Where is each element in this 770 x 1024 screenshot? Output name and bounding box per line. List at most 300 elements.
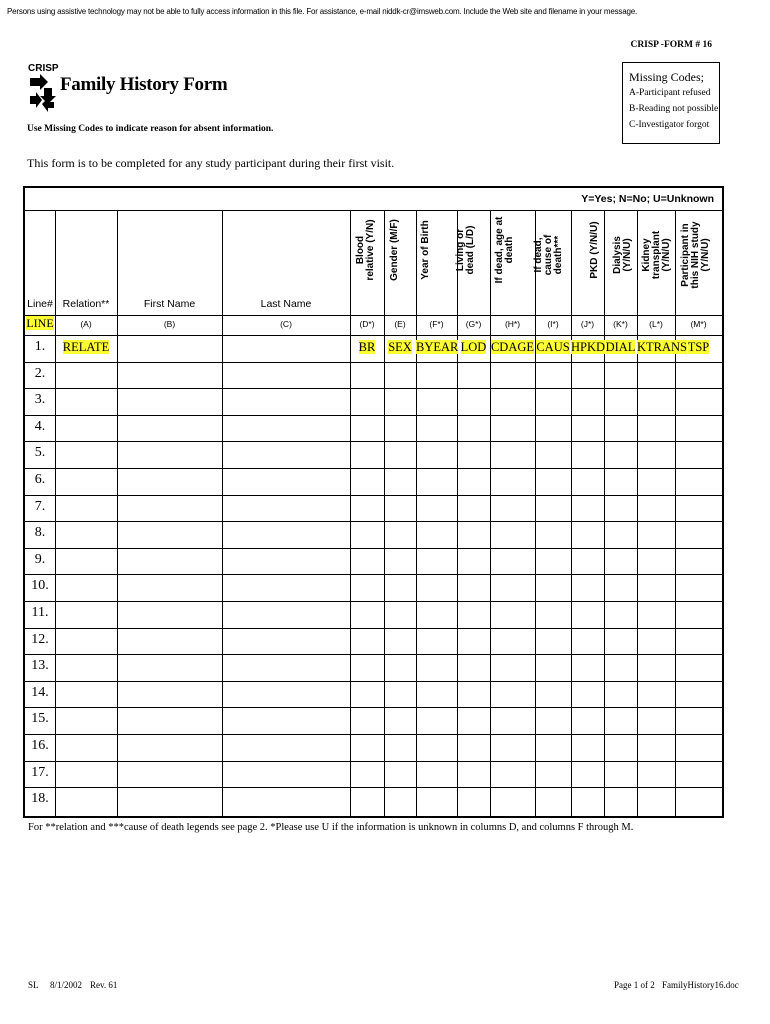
table-cell[interactable] xyxy=(605,496,636,521)
table-cell[interactable] xyxy=(417,735,456,760)
table-cell[interactable] xyxy=(676,416,721,441)
table-cell[interactable] xyxy=(56,469,116,494)
table-cell[interactable] xyxy=(417,602,456,627)
table-cell[interactable] xyxy=(536,708,570,733)
column-code: (L*) xyxy=(649,319,663,329)
table-cell[interactable] xyxy=(605,762,636,787)
table-cell[interactable] xyxy=(676,469,721,494)
table-rule-header xyxy=(25,210,722,211)
table-cell[interactable] xyxy=(118,336,221,361)
table-cell[interactable] xyxy=(458,575,489,600)
table-cell[interactable] xyxy=(638,442,674,467)
table-cell[interactable] xyxy=(676,708,721,733)
table-cell[interactable] xyxy=(385,762,415,787)
table-cell[interactable] xyxy=(351,363,383,388)
header-cause-of-death: If dead, cause of death*** xyxy=(533,234,564,276)
table-cell[interactable] xyxy=(385,629,415,654)
table-cell[interactable] xyxy=(536,629,570,654)
variable-label: DIAL xyxy=(605,340,636,354)
table-cell[interactable] xyxy=(491,629,534,654)
table-cell[interactable] xyxy=(118,496,221,521)
table-cell[interactable] xyxy=(351,549,383,574)
header-first-name: First Name xyxy=(143,298,196,310)
row-number: 11. xyxy=(31,605,49,620)
table-cell[interactable] xyxy=(223,336,349,361)
table-cell[interactable] xyxy=(491,575,534,600)
variable-label: BR xyxy=(358,340,376,354)
table-cell[interactable] xyxy=(223,522,349,547)
table-cell[interactable] xyxy=(118,682,221,707)
table-cell[interactable] xyxy=(351,496,383,521)
table-cell[interactable] xyxy=(417,655,456,680)
logo-text: CRISP xyxy=(28,63,59,74)
table-cell[interactable] xyxy=(572,629,603,654)
table-cell[interactable] xyxy=(676,575,721,600)
footer-sl: SL xyxy=(28,980,39,990)
column-code: (D*) xyxy=(359,319,375,329)
header-kidney-transplant: Kidney transplant (Y/N/U) xyxy=(641,230,672,280)
row-number: 1. xyxy=(34,339,46,354)
table-cell[interactable] xyxy=(351,442,383,467)
table-cell[interactable] xyxy=(605,682,636,707)
table-cell[interactable] xyxy=(458,496,489,521)
table-cell[interactable] xyxy=(572,549,603,574)
missing-codes-instruction: Use Missing Codes to indicate reason for absent information. xyxy=(27,124,274,134)
table-cell[interactable] xyxy=(491,602,534,627)
table-cell[interactable] xyxy=(417,469,456,494)
table-cell[interactable] xyxy=(458,788,489,813)
row-number: 17. xyxy=(31,764,49,780)
table-cell[interactable] xyxy=(491,708,534,733)
column-code: (E) xyxy=(394,319,406,329)
table-cell[interactable] xyxy=(572,682,603,707)
footer-revision: Rev. 61 xyxy=(90,980,118,990)
table-cell[interactable] xyxy=(605,469,636,494)
row-number: 16. xyxy=(31,738,49,753)
table-cell[interactable] xyxy=(118,469,221,494)
table-cell[interactable] xyxy=(458,442,489,467)
variable-name xyxy=(571,340,604,355)
table-cell[interactable] xyxy=(638,416,674,441)
table-cell[interactable] xyxy=(676,788,721,813)
table-cell[interactable] xyxy=(223,708,349,733)
table-cell[interactable] xyxy=(417,363,456,388)
table-cell[interactable] xyxy=(385,389,415,414)
table-cell[interactable] xyxy=(638,682,674,707)
table-cell[interactable] xyxy=(223,682,349,707)
table-cell[interactable] xyxy=(417,708,456,733)
row-number: 3. xyxy=(34,392,46,408)
row-number: 15. xyxy=(31,711,49,727)
table-cell[interactable] xyxy=(223,363,349,388)
table-cell[interactable] xyxy=(458,363,489,388)
missing-code-c: C-Investigator forgot xyxy=(629,120,710,130)
table-cell[interactable] xyxy=(491,416,534,441)
table-cell[interactable] xyxy=(223,788,349,813)
row-number: 10. xyxy=(31,578,49,594)
table-cell[interactable] xyxy=(118,389,221,414)
variable-label: CDAGE xyxy=(490,340,535,354)
table-cell[interactable] xyxy=(385,522,415,547)
table-cell[interactable] xyxy=(536,416,570,441)
table-cell[interactable] xyxy=(385,655,415,680)
table-cell[interactable] xyxy=(351,629,383,654)
table-cell[interactable] xyxy=(605,522,636,547)
table-cell[interactable] xyxy=(491,735,534,760)
table-cell[interactable] xyxy=(572,442,603,467)
header-last-name: Last Name xyxy=(260,298,312,310)
table-cell[interactable] xyxy=(56,389,116,414)
table-cell[interactable] xyxy=(491,389,534,414)
table-cell[interactable] xyxy=(491,549,534,574)
table-cell[interactable] xyxy=(676,602,721,627)
table-cell[interactable] xyxy=(458,416,489,441)
table-cell[interactable] xyxy=(458,735,489,760)
table-cell[interactable] xyxy=(572,416,603,441)
table-cell[interactable] xyxy=(56,762,116,787)
table-cell[interactable] xyxy=(385,575,415,600)
table-cell[interactable] xyxy=(491,363,534,388)
header-participant-nih-study: Participant in this NIH study (Y/N/U) xyxy=(680,221,711,289)
table-cell[interactable] xyxy=(491,788,534,813)
variable-name xyxy=(384,340,416,355)
table-cell[interactable] xyxy=(572,602,603,627)
table-cell[interactable] xyxy=(638,655,674,680)
table-cell[interactable] xyxy=(56,575,116,600)
table-cell[interactable] xyxy=(605,575,636,600)
form-intro: This form is to be completed for any study participant during their first visit. xyxy=(27,156,395,170)
table-cell[interactable] xyxy=(118,602,221,627)
table-cell[interactable] xyxy=(458,549,489,574)
header-line: Line# xyxy=(27,298,53,310)
variable-label: TSP xyxy=(687,340,710,354)
variable-label: RELATE xyxy=(62,340,110,354)
table-cell[interactable] xyxy=(351,389,383,414)
crisp-logo xyxy=(28,63,58,117)
table-cell[interactable] xyxy=(417,442,456,467)
table-cell[interactable] xyxy=(572,708,603,733)
table-cell[interactable] xyxy=(118,762,221,787)
table-cell[interactable] xyxy=(417,629,456,654)
header-dialysis: Dialysis (Y/N/U) xyxy=(612,236,633,274)
table-cell[interactable] xyxy=(351,469,383,494)
table-cell[interactable] xyxy=(676,629,721,654)
table-cell[interactable] xyxy=(223,549,349,574)
logo-arrows-icon xyxy=(28,74,58,114)
table-cell[interactable] xyxy=(56,363,116,388)
table-cell[interactable] xyxy=(638,522,674,547)
table-cell[interactable] xyxy=(351,416,383,441)
table-cell[interactable] xyxy=(417,496,456,521)
footnote: For **relation and ***cause of death legends see page 2. *Please use U if the information is unknown in columns D, and columns F through M. xyxy=(28,822,634,833)
row-number: 14. xyxy=(31,684,49,700)
table-cell[interactable] xyxy=(118,363,221,388)
table-cell[interactable] xyxy=(491,496,534,521)
table-cell[interactable] xyxy=(572,522,603,547)
table-cell[interactable] xyxy=(676,762,721,787)
table-cell[interactable] xyxy=(223,762,349,787)
table-cell[interactable] xyxy=(536,762,570,787)
table-cell[interactable] xyxy=(638,575,674,600)
missing-codes-box xyxy=(622,62,720,144)
table-cell[interactable] xyxy=(223,575,349,600)
table-cell[interactable] xyxy=(417,389,456,414)
table-cell[interactable] xyxy=(458,682,489,707)
column-code: (H*) xyxy=(504,319,521,329)
footer-page: Page 1 of 2 xyxy=(614,980,655,990)
missing-code-a: A-Participant refused xyxy=(629,88,711,98)
table-cell[interactable] xyxy=(676,496,721,521)
variable-name xyxy=(350,340,384,355)
table-cell[interactable] xyxy=(417,522,456,547)
table-cell[interactable] xyxy=(458,708,489,733)
table-cell[interactable] xyxy=(56,602,116,627)
table-cell[interactable] xyxy=(638,788,674,813)
table-cell[interactable] xyxy=(351,788,383,813)
table-cell[interactable] xyxy=(458,629,489,654)
table-cell[interactable] xyxy=(536,788,570,813)
table-cell[interactable] xyxy=(638,708,674,733)
table-cell[interactable] xyxy=(417,549,456,574)
header-pkd: PKD (Y/N/U) xyxy=(589,221,600,279)
table-cell[interactable] xyxy=(223,389,349,414)
missing-code-b: B-Reading not possible xyxy=(629,104,719,114)
table-cell[interactable] xyxy=(118,655,221,680)
table-cell[interactable] xyxy=(351,575,383,600)
variable-name xyxy=(675,340,722,355)
family-history-table xyxy=(23,186,724,818)
table-cell[interactable] xyxy=(638,735,674,760)
table-cell[interactable] xyxy=(638,496,674,521)
table-cell[interactable] xyxy=(56,522,116,547)
table-cell[interactable] xyxy=(572,735,603,760)
table-cell[interactable] xyxy=(536,522,570,547)
column-code: (A) xyxy=(80,319,92,329)
table-cell[interactable] xyxy=(572,762,603,787)
table-cell[interactable] xyxy=(56,735,116,760)
table-cell[interactable] xyxy=(458,602,489,627)
table-rule-letters xyxy=(25,315,722,316)
column-code: (J*) xyxy=(580,319,595,329)
table-cell[interactable] xyxy=(572,788,603,813)
table-cell[interactable] xyxy=(605,416,636,441)
table-cell[interactable] xyxy=(56,655,116,680)
table-cell[interactable] xyxy=(351,655,383,680)
table-cell[interactable] xyxy=(385,549,415,574)
table-cell[interactable] xyxy=(638,629,674,654)
accessibility-notice: Persons using assistive technology may not be able to fully access information in this file. For assistance, e-mail niddk-cr@imsweb.com. Include the Web site and filename in your message. xyxy=(7,7,637,16)
yn-legend: Y=Yes; N=No; U=Unknown xyxy=(581,193,714,205)
table-cell[interactable] xyxy=(676,655,721,680)
row-number: 7. xyxy=(34,498,46,514)
table-cell[interactable] xyxy=(223,469,349,494)
row-number: 2. xyxy=(34,365,46,381)
table-cell[interactable] xyxy=(536,602,570,627)
table-cell[interactable] xyxy=(56,416,116,441)
table-cell[interactable] xyxy=(385,682,415,707)
table-cell[interactable] xyxy=(491,655,534,680)
table-cell[interactable] xyxy=(118,442,221,467)
table-cell[interactable] xyxy=(118,575,221,600)
row-number: 4. xyxy=(34,418,46,434)
table-cell[interactable] xyxy=(536,496,570,521)
table-cell[interactable] xyxy=(351,762,383,787)
row-number: 8. xyxy=(34,525,46,541)
table-cell[interactable] xyxy=(638,602,674,627)
form-title: Family History Form xyxy=(60,74,228,95)
table-cell[interactable] xyxy=(56,629,116,654)
table-cell[interactable] xyxy=(605,629,636,654)
table-cell[interactable] xyxy=(605,788,636,813)
table-cell[interactable] xyxy=(56,708,116,733)
table-cell[interactable] xyxy=(56,788,116,813)
header-blood-relative: Blood relative (Y/N) xyxy=(355,219,376,281)
table-cell[interactable] xyxy=(417,575,456,600)
table-cell[interactable] xyxy=(417,416,456,441)
header-age-at-death: If dead, age at death xyxy=(494,216,515,284)
column-code: (F*) xyxy=(429,319,444,329)
column-code: (G*) xyxy=(465,319,482,329)
table-cell[interactable] xyxy=(676,442,721,467)
table-cell[interactable] xyxy=(223,442,349,467)
table-cell[interactable] xyxy=(638,762,674,787)
variable-label: HPKD xyxy=(571,340,606,354)
table-cell[interactable] xyxy=(638,549,674,574)
table-cell[interactable] xyxy=(491,762,534,787)
table-cell[interactable] xyxy=(351,522,383,547)
table-cell[interactable] xyxy=(351,602,383,627)
header-living-or-dead: Living or dead (L/D) xyxy=(455,225,476,275)
table-cell[interactable] xyxy=(491,682,534,707)
table-cell[interactable] xyxy=(676,682,721,707)
table-cell[interactable] xyxy=(118,522,221,547)
table-cell[interactable] xyxy=(638,469,674,494)
column-code xyxy=(25,316,55,331)
row-number: 5. xyxy=(34,445,46,461)
table-cell[interactable] xyxy=(491,442,534,467)
column-code: (K*) xyxy=(613,319,628,329)
table-cell[interactable] xyxy=(385,363,415,388)
table-cell[interactable] xyxy=(458,762,489,787)
table-cell[interactable] xyxy=(458,389,489,414)
table-cell[interactable] xyxy=(605,602,636,627)
variable-name xyxy=(55,340,117,355)
table-cell[interactable] xyxy=(676,389,721,414)
table-cell[interactable] xyxy=(385,469,415,494)
header-year-of-birth: Year of Birth xyxy=(420,220,431,280)
table-cell[interactable] xyxy=(605,735,636,760)
table-cell[interactable] xyxy=(458,655,489,680)
table-cell[interactable] xyxy=(385,735,415,760)
table-cell[interactable] xyxy=(417,682,456,707)
table-cell[interactable] xyxy=(458,522,489,547)
header-relation: Relation** xyxy=(62,298,110,310)
table-cell[interactable] xyxy=(605,655,636,680)
table-cell[interactable] xyxy=(385,442,415,467)
table-cell[interactable] xyxy=(536,363,570,388)
table-cell[interactable] xyxy=(638,389,674,414)
table-cell[interactable] xyxy=(417,788,456,813)
variable-label: LOD xyxy=(460,340,487,354)
table-cell[interactable] xyxy=(223,629,349,654)
column-code: (M*) xyxy=(690,319,707,329)
header-gender: Gender (M/F) xyxy=(389,219,400,281)
table-cell[interactable] xyxy=(676,363,721,388)
table-cell[interactable] xyxy=(676,549,721,574)
table-cell[interactable] xyxy=(536,735,570,760)
table-cell[interactable] xyxy=(56,496,116,521)
row-number: 6. xyxy=(34,472,46,487)
table-cell[interactable] xyxy=(351,735,383,760)
table-cell[interactable] xyxy=(56,442,116,467)
table-cell[interactable] xyxy=(118,788,221,813)
table-cell[interactable] xyxy=(223,416,349,441)
table-cell[interactable] xyxy=(572,575,603,600)
table-cell[interactable] xyxy=(536,469,570,494)
variable-name xyxy=(490,340,535,355)
table-cell[interactable] xyxy=(572,363,603,388)
table-cell[interactable] xyxy=(605,389,636,414)
table-cell[interactable] xyxy=(572,655,603,680)
table-cell[interactable] xyxy=(118,708,221,733)
table-cell[interactable] xyxy=(536,442,570,467)
table-cell[interactable] xyxy=(56,549,116,574)
table-cell[interactable] xyxy=(536,549,570,574)
table-cell[interactable] xyxy=(572,389,603,414)
table-cell[interactable] xyxy=(605,363,636,388)
table-cell[interactable] xyxy=(223,496,349,521)
table-cell[interactable] xyxy=(605,442,636,467)
table-cell[interactable] xyxy=(676,522,721,547)
line-code-highlight: LINE xyxy=(26,316,54,330)
table-cell[interactable] xyxy=(385,416,415,441)
table-cell[interactable] xyxy=(491,469,534,494)
table-cell[interactable] xyxy=(385,496,415,521)
table-cell[interactable] xyxy=(118,416,221,441)
table-cell[interactable] xyxy=(56,682,116,707)
table-cell[interactable] xyxy=(417,762,456,787)
row-number: 12. xyxy=(31,631,49,647)
column-code: (I*) xyxy=(547,319,559,329)
table-cell[interactable] xyxy=(118,735,221,760)
table-cell[interactable] xyxy=(385,602,415,627)
table-cell[interactable] xyxy=(458,469,489,494)
table-cell[interactable] xyxy=(351,708,383,733)
table-cell[interactable] xyxy=(605,708,636,733)
table-cell[interactable] xyxy=(491,522,534,547)
table-cell[interactable] xyxy=(536,682,570,707)
table-cell[interactable] xyxy=(536,389,570,414)
table-cell[interactable] xyxy=(223,655,349,680)
table-cell[interactable] xyxy=(605,549,636,574)
table-cell[interactable] xyxy=(118,629,221,654)
footer-filename: FamilyHistory16.doc xyxy=(662,980,739,990)
table-cell[interactable] xyxy=(351,682,383,707)
table-cell[interactable] xyxy=(536,575,570,600)
table-cell[interactable] xyxy=(385,708,415,733)
table-cell[interactable] xyxy=(572,496,603,521)
table-cell[interactable] xyxy=(223,602,349,627)
table-cell[interactable] xyxy=(638,363,674,388)
table-cell[interactable] xyxy=(536,655,570,680)
row-number: 18. xyxy=(31,791,49,807)
table-cell[interactable] xyxy=(572,469,603,494)
table-cell[interactable] xyxy=(676,735,721,760)
column-code: (C) xyxy=(280,319,292,329)
table-cell[interactable] xyxy=(223,735,349,760)
table-cell[interactable] xyxy=(385,788,415,813)
table-cell[interactable] xyxy=(118,549,221,574)
